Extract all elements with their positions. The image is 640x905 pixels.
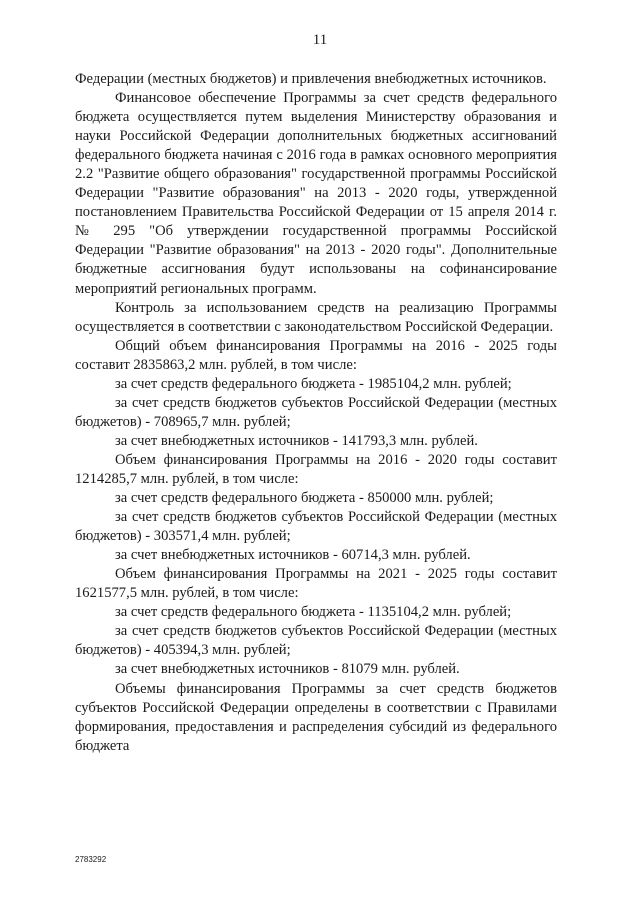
list-item-regional-2016-2020: за счет средств бюджетов субъектов Российской Федерации (местных бюджетов) - 303571,4 млн. рублей; xyxy=(75,509,557,545)
paragraph-regional-volumes: Объемы финансирования Программы за счет средств бюджетов субъектов Российской Федерации определены в соответствии с Правилами формирования, предоставления и распределения субсидий из федерального бюджета xyxy=(75,680,557,754)
list-item-regional-2021-2025: за счет средств бюджетов субъектов Российской Федерации (местных бюджетов) - 405394,3 млн. рублей; xyxy=(75,623,557,659)
page-number: 11 xyxy=(312,32,328,48)
paragraph-total-2016-2020: Объем финансирования Программы на 2016 - 2020 годы составит 1214285,7 млн. рублей, в том числе: xyxy=(75,451,557,487)
paragraph-total-2021-2025: Объем финансирования Программы на 2021 - 2025 годы составит 1621577,5 млн. рублей, в том числе: xyxy=(75,566,557,602)
paragraph-continuation: Федерации (местных бюджетов) и привлечения внебюджетных источников. xyxy=(75,71,547,87)
list-item-extrabudget-2016-2020: за счет внебюджетных источников - 60714,3 млн. рублей. xyxy=(115,547,471,564)
document-body xyxy=(75,70,557,756)
document-code: 2783292 xyxy=(75,855,107,864)
list-item-regional-total: за счет средств бюджетов субъектов Российской Федерации (местных бюджетов) - 708965,7 млн. рублей; xyxy=(75,394,557,430)
list-item-federal-2016-2020: за счет средств федерального бюджета - 850000 млн. рублей; xyxy=(115,490,494,507)
paragraph-total-2016-2025: Общий объем финансирования Программы на 2016 - 2025 годы составит 2835863,2 млн. рублей, в том числе: xyxy=(75,337,557,373)
paragraph-financing-source: Финансовое обеспечение Программы за счет средств федерального бюджета осуществляется путем выделения Министерству образования и науки Российской Федерации дополнительных бюджетных ассигнований федерального бюджета начиная с 2016 года в рамках основного мероприятия 2.2 "Развитие общего образования" государственной программы Российской Федерации "Развитие образования" на 2013 - 2020 годы, утвержденной постановлением Правительства Российской Федерации от 15 апреля 2014 г. № 295 "Об утверждении государственной программы Российской Федерации "Развитие образования" на 2013 - 2020 годы". Дополнительные бюджетные ассигнования будут использованы на софинансирование мероприятий региональных программ. xyxy=(75,90,557,297)
list-item-federal-total: за счет средств федерального бюджета - 1985104,2 млн. рублей; xyxy=(115,375,512,392)
paragraph-control: Контроль за использованием средств на реализацию Программы осуществляется в соответствии с законодательством Российской Федерации. xyxy=(75,299,557,335)
list-item-extrabudget-2021-2025: за счет внебюджетных источников - 81079 млн. рублей. xyxy=(115,661,460,678)
list-item-federal-2021-2025: за счет средств федерального бюджета - 1135104,2 млн. рублей; xyxy=(115,604,512,621)
list-item-extrabudget-total: за счет внебюджетных источников - 141793,3 млн. рублей. xyxy=(115,432,478,449)
